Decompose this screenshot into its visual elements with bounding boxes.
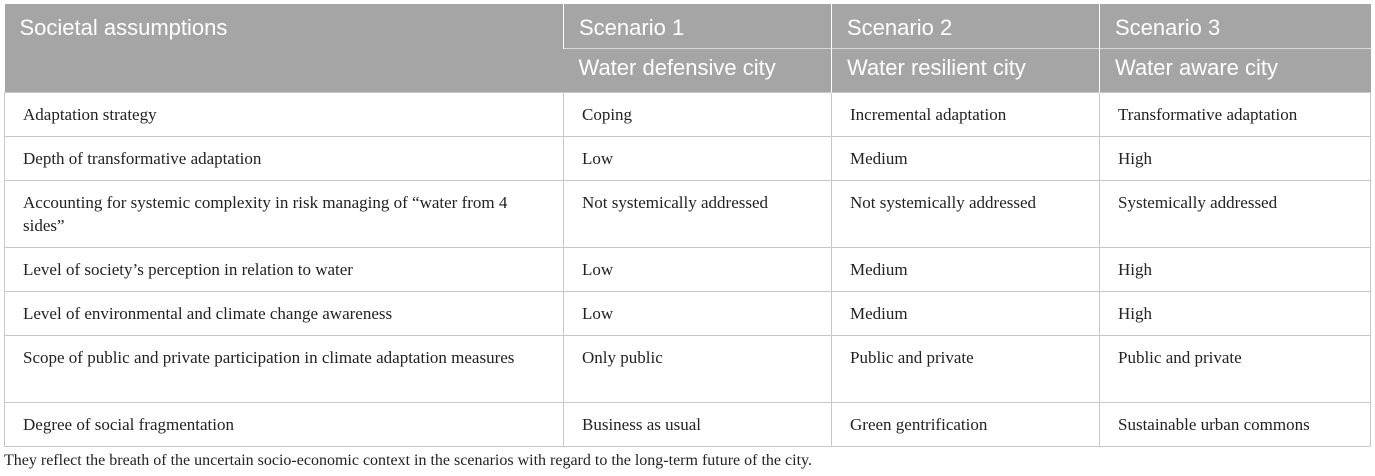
header-row-scenarios	[5, 4, 1371, 48]
table-header	[5, 4, 1371, 92]
cell-assumption: Degree of social fragmentation	[5, 402, 564, 446]
cell-scenario-2: Green gentrification	[832, 402, 1100, 446]
header-scenario-3-name: Water aware city	[1100, 48, 1371, 92]
table-row	[5, 291, 1371, 335]
header-societal-assumptions: Societal assumptions	[5, 4, 564, 92]
table-row	[5, 136, 1371, 180]
cell-scenario-1: Not systemically addressed	[564, 180, 832, 247]
table-row	[5, 402, 1371, 446]
cell-scenario-1: Low	[564, 136, 832, 180]
cell-assumption: Adaptation strategy	[5, 92, 564, 136]
table-row	[5, 180, 1371, 247]
cell-scenario-3: High	[1100, 136, 1371, 180]
header-scenario-3: Scenario 3	[1100, 4, 1371, 48]
table-body	[5, 92, 1371, 446]
cell-scenario-1: Low	[564, 291, 832, 335]
cell-scenario-2: Medium	[832, 136, 1100, 180]
cell-scenario-1: Only public	[564, 335, 832, 402]
header-scenario-1: Scenario 1	[564, 4, 832, 48]
cell-scenario-3: Sustainable urban commons	[1100, 402, 1371, 446]
cell-scenario-1: Coping	[564, 92, 832, 136]
header-scenario-2-name: Water resilient city	[832, 48, 1100, 92]
scenario-table	[4, 4, 1371, 447]
cell-scenario-3: High	[1100, 291, 1371, 335]
header-scenario-1-name: Water defensive city	[564, 48, 832, 92]
cell-scenario-3: Systemically addressed	[1100, 180, 1371, 247]
cell-assumption: Level of environmental and climate change awareness	[5, 291, 564, 335]
cell-assumption: Depth of transformative adaptation	[5, 136, 564, 180]
cell-scenario-2: Medium	[832, 247, 1100, 291]
cell-scenario-1: Business as usual	[564, 402, 832, 446]
cell-scenario-2: Medium	[832, 291, 1100, 335]
cell-assumption: Accounting for systemic complexity in risk managing of “water from 4 sides”	[5, 180, 564, 247]
header-scenario-2: Scenario 2	[832, 4, 1100, 48]
cell-scenario-3: Public and private	[1100, 335, 1371, 402]
table-row	[5, 92, 1371, 136]
cell-scenario-2: Public and private	[832, 335, 1100, 402]
table-row	[5, 335, 1371, 402]
table-row	[5, 247, 1371, 291]
cell-scenario-2: Incremental adaptation	[832, 92, 1100, 136]
cell-scenario-1: Low	[564, 247, 832, 291]
cell-assumption: Level of society’s perception in relation to water	[5, 247, 564, 291]
cell-scenario-3: High	[1100, 247, 1371, 291]
cell-scenario-2: Not systemically addressed	[832, 180, 1100, 247]
table-caption: They reflect the breath of the uncertain socio-economic context in the scenarios with regard to the long-term future of the city.	[4, 452, 812, 469]
cell-scenario-3: Transformative adaptation	[1100, 92, 1371, 136]
scenario-table-container	[4, 4, 1370, 447]
cell-assumption: Scope of public and private participation in climate adaptation measures	[5, 335, 564, 402]
